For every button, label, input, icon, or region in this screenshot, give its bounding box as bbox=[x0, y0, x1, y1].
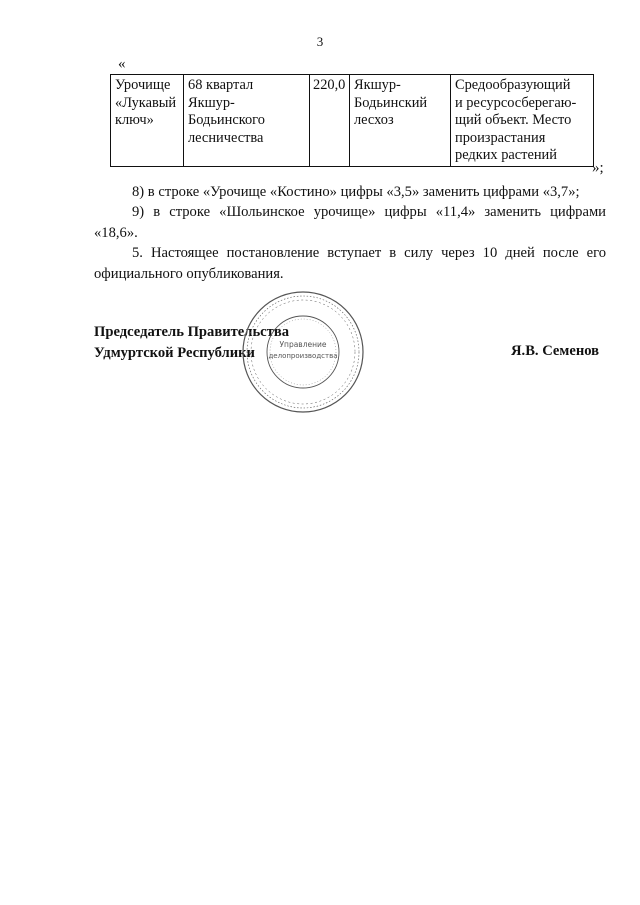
description-line: Средообразующий bbox=[455, 77, 571, 93]
location-line: лесничества bbox=[188, 129, 264, 146]
area-name-line: «Лукавый bbox=[115, 94, 177, 111]
signatory-name: Я.В. Семенов bbox=[511, 343, 600, 359]
protected-area-table bbox=[110, 74, 594, 167]
official-stamp bbox=[241, 290, 365, 414]
description-line: и ресурсосберегаю- bbox=[455, 94, 577, 111]
signatory-title-line: Председатель Правительства bbox=[94, 324, 290, 340]
stamp-text-line: делопроизводства bbox=[268, 352, 338, 360]
area-size-cell bbox=[310, 75, 350, 167]
amendment-item-9: 9) в строке «Шольинское урочище» цифры «11,4» заменить цифрами «18,6». bbox=[94, 204, 606, 241]
area-name-cell bbox=[111, 75, 184, 167]
description-cell bbox=[451, 75, 594, 167]
opening-quote: « bbox=[118, 56, 126, 72]
location-cell bbox=[184, 75, 310, 167]
location-line: 68 квартал bbox=[188, 77, 254, 93]
page-number: 3 bbox=[316, 34, 324, 49]
location-line: Бодьинского bbox=[188, 112, 265, 128]
description-line: произрастания bbox=[455, 129, 546, 146]
location-line: Якшур- bbox=[188, 94, 235, 111]
effective-date-clause: 5. Настоящее постановление вступает в силу через 10 дней после его официального опубликования. bbox=[94, 245, 606, 282]
owner-cell bbox=[350, 75, 451, 167]
amendment-item-8: 8) в строке «Урочище «Костино» цифры «3,5» заменить цифрами «3,7»; bbox=[132, 184, 580, 200]
owner-line: Якшур- bbox=[354, 77, 401, 93]
table-row bbox=[111, 75, 594, 167]
signatory-title-line: Удмуртской Республики bbox=[94, 344, 255, 361]
area-size-value: 220,0 bbox=[313, 77, 346, 93]
area-name-line: ключ» bbox=[115, 112, 154, 128]
stamp-text-line: Управление bbox=[279, 340, 327, 349]
description-line: редких растений bbox=[455, 147, 557, 163]
owner-line: Бодьинский bbox=[354, 94, 428, 111]
area-name-line: Урочище bbox=[115, 77, 171, 93]
description-line: щий объект. Место bbox=[455, 112, 572, 128]
owner-line: лесхоз bbox=[354, 112, 394, 128]
closing-quote: »; bbox=[592, 160, 604, 176]
